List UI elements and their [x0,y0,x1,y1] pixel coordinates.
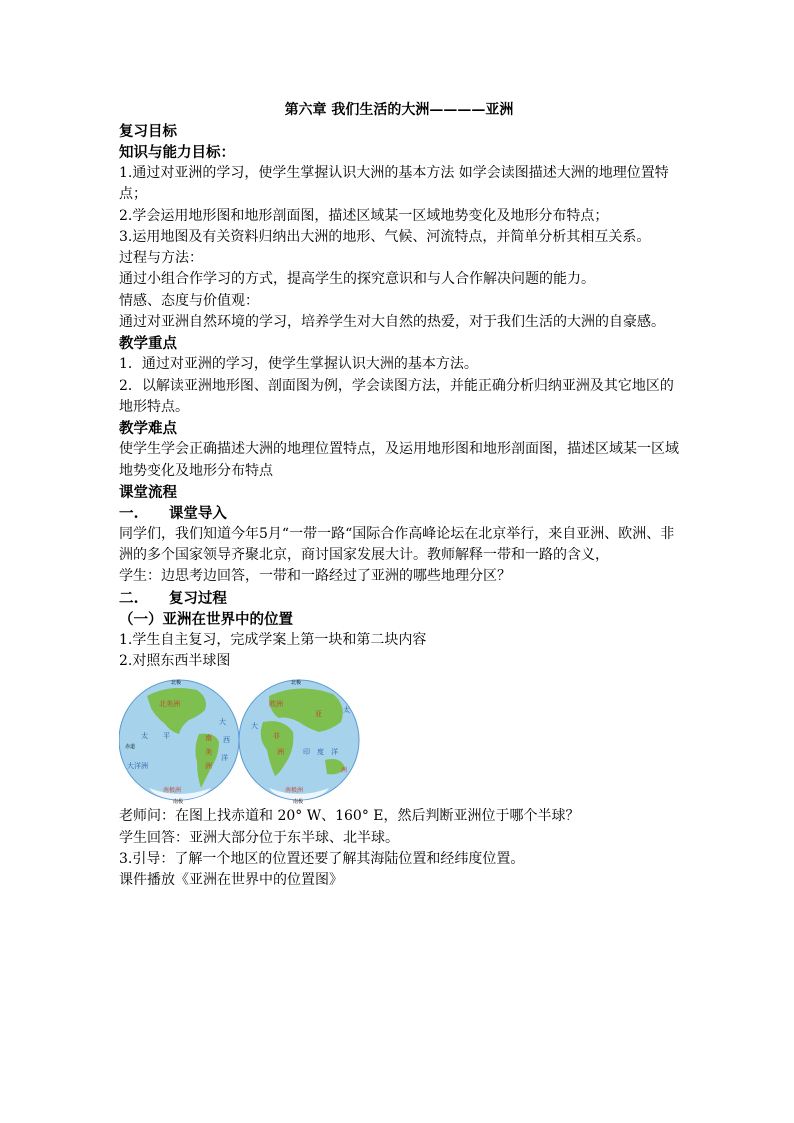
eastern-hemisphere [239,679,359,804]
hemisphere-map [119,676,679,804]
map-label-oceania-e: 洲 [341,767,348,775]
map-label-north-pole-e: 北极 [291,680,302,687]
courseware-note: 课件播放《亚洲在世界中的位置图》 [119,872,343,889]
map-label-equator: 赤道 [125,744,136,751]
section-key-points: 教学重点 [119,335,177,353]
difficult-text: 使学生学会正确描述大洲的地理位置特点，及运用地形图和地形剖面图，描述区域某一区域地势变化及地形分布特点 [119,441,679,479]
map-label-south-america-3: 洲 [205,762,212,771]
map-label-indian-2: 度 [317,748,324,757]
step-item: 1.学生自主复习，完成学案上第一块和第二块内容 [119,631,427,648]
map-label-south-america-2: 美 [205,748,212,757]
map-label-indian-3: 洋 [331,748,338,757]
knowledge-item: 3.运用地图及有关资料归纳出大洲的地形、气候、河流特点，并简单分析其相互关系。 [119,228,651,245]
teacher-question: 老师问：在图上找赤道和 20° W、160° E，然后判断亚洲位于哪个半球？ [119,808,580,825]
map-label-antarctica-w: 南极洲 [163,787,182,795]
map-label-atlantic-e: 大 [251,722,258,731]
intro-text: 同学们，我们知道今年5月“一带一路“国际合作高峰论坛在北京举行，来自亚洲、欧洲、非洲的多个国家领导齐聚北京，商讨国家发展大计。教师解释一带和一路的含义， [119,525,675,564]
flow-heading-intro: 一. 课堂导入 [119,504,227,522]
emotion-text: 通过对亚洲自然环境的学习，培养学生对大自然的热爱，对于我们生活的大洲的自豪感。 [119,314,665,331]
document-page [119,100,679,892]
map-label-atlantic-1: 大 [219,718,226,727]
map-label-south-america-1: 南 [205,734,212,743]
section-class-flow: 课堂流程 [119,483,177,501]
knowledge-item: 1.通过对亚洲的学习，使学生掌握认识大洲的基本方法 如学会读图描述大洲的地理位置特点； [119,165,669,203]
section-objectives: 复习目标 [119,123,177,140]
knowledge-item: 2.学会运用地形图和地形剖面图，描述区域某一区域地势变化及地形分布特点； [119,207,609,224]
map-label-north-america: 北美洲 [159,700,180,709]
map-label-africa-1: 非 [273,732,280,741]
step-item: 3.引导：了解一个地区的位置还要了解其海陆位置和经纬度位置。 [119,850,525,867]
subheading-process: 过程与方法： [119,250,203,267]
map-label-asia: 亚 [315,710,322,719]
map-label-south-pole-e: 南极 [293,799,304,805]
map-label-africa-2: 洲 [277,748,284,757]
map-label-oceania-w: 大洋洲 [127,762,148,771]
process-text: 通过小组合作学习的方式，提高学生的探究意识和与人合作解决问题的能力。 [119,271,595,288]
map-label-south-pole-w: 南极 [173,799,184,805]
key-item: 2．以解读亚洲地形图、剖面图为例，学会读图方法，并能正确分析归纳亚洲及其它地区的地形特点。 [119,377,674,415]
map-label-pacific-e: 太 [343,706,350,715]
map-label-pacific-1: 太 [141,732,148,741]
subheading-emotion: 情感、态度与价值观： [119,292,259,309]
map-label-north-pole-w: 北极 [171,680,182,687]
step-item: 2.对照东西半球图 [119,653,231,670]
student-answer: 学生回答：亚洲大部分位于东半球、北半球。 [119,829,399,846]
western-hemisphere [119,679,239,804]
map-label-atlantic-2: 西 [223,736,230,745]
section-difficult-points: 教学难点 [119,420,177,438]
map-label-antarctica-e: 南极洲 [285,787,304,795]
subsection-asia-position: （一）亚洲在世界中的位置 [119,610,293,628]
map-label-atlantic-3: 洋 [221,754,228,763]
hemisphere-map-svg [119,676,364,804]
page-title: 第六章 我们生活的大洲————亚洲 [284,102,514,118]
key-item: 1．通过对亚洲的学习，使学生掌握认识大洲的基本方法。 [119,356,478,373]
subheading-knowledge: 知识与能力目标： [119,144,235,161]
map-label-indian-1: 印 [303,748,310,757]
map-label-europe: 欧洲 [269,700,283,709]
student-answer-intro: 学生：边思考边回答，一带和一路经过了亚洲的哪些地理分区？ [119,568,511,585]
flow-heading-review: 二. 复习过程 [119,589,227,607]
map-label-pacific-2: 平 [163,732,170,741]
